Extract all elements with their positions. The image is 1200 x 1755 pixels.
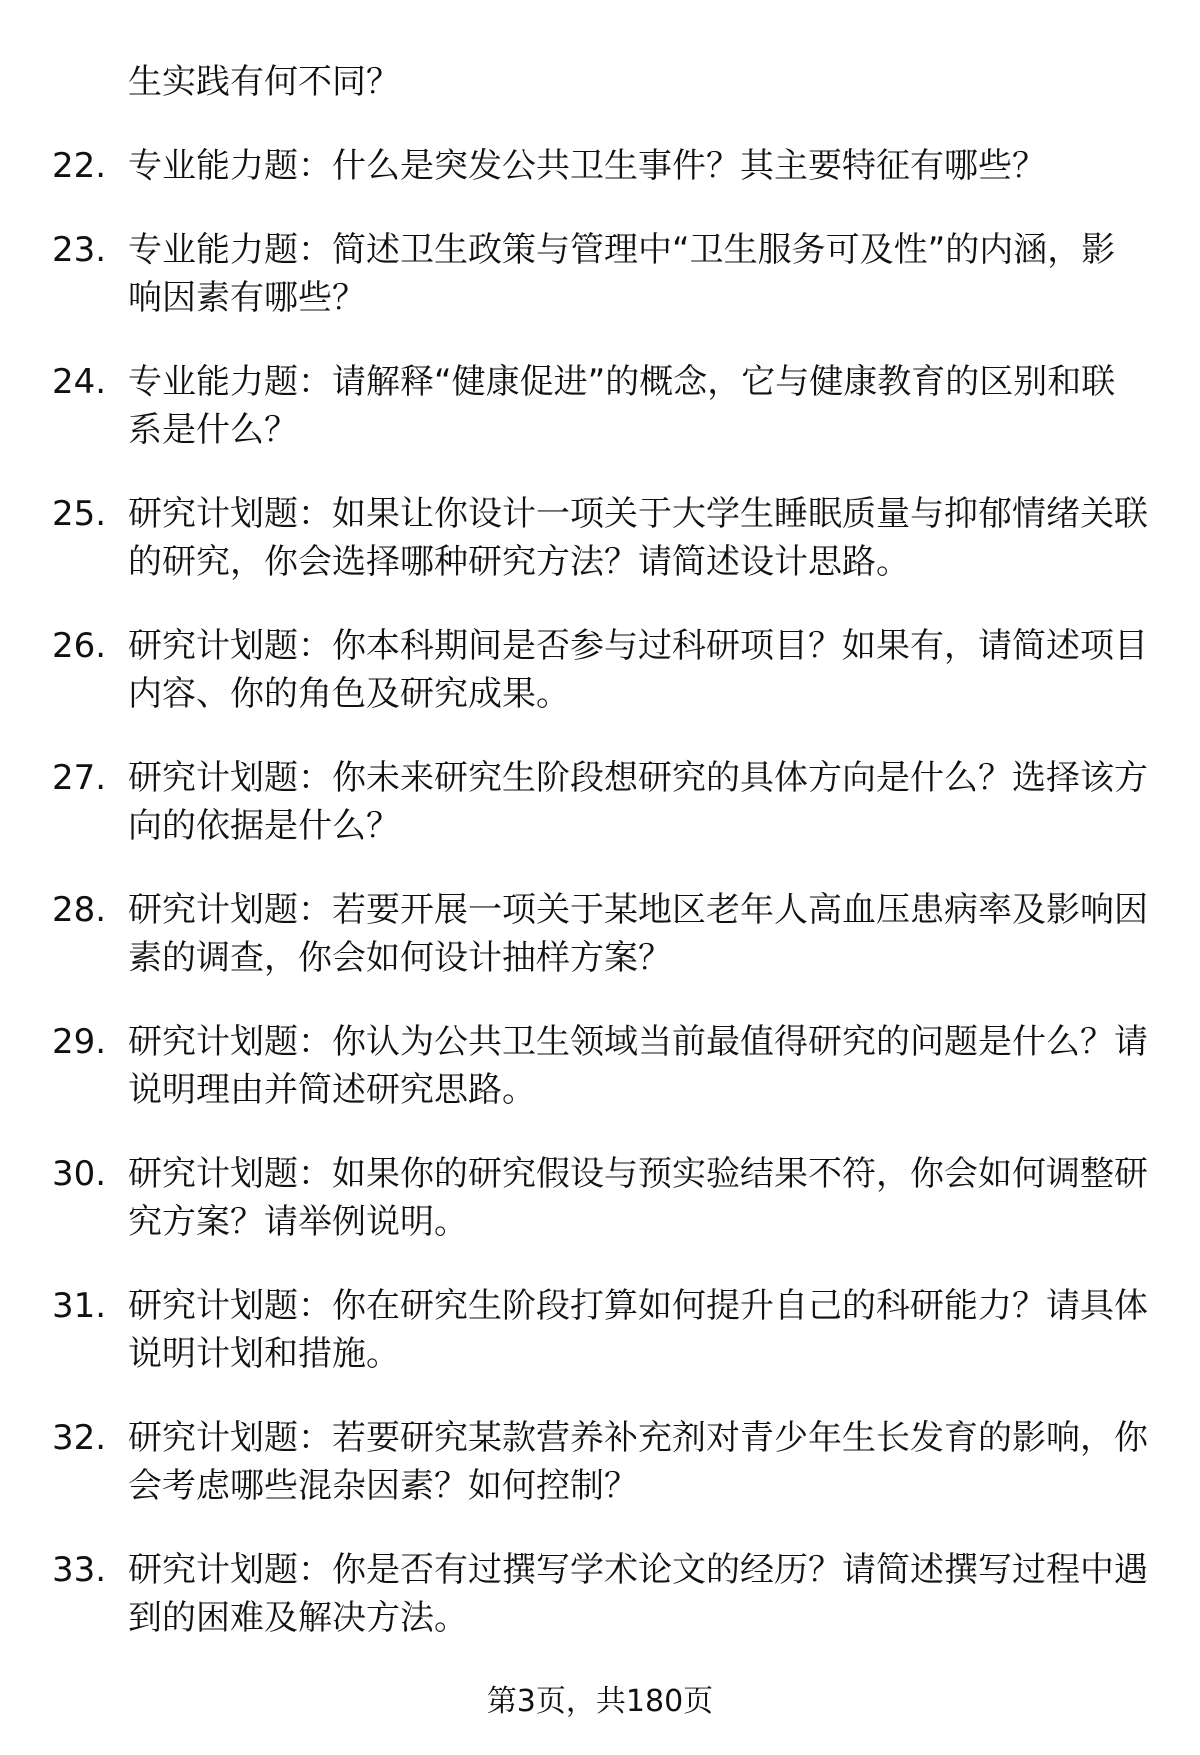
- question-number: 29.: [52, 1022, 107, 1062]
- question-number: 26.: [52, 626, 107, 666]
- question-number: 30.: [52, 1154, 107, 1194]
- page-number-footer: 第3页，共180页: [486, 1684, 714, 1719]
- list-item: [0, 622, 1200, 718]
- list-item: [0, 490, 1200, 586]
- list-item: [0, 754, 1200, 850]
- question-text: 专业能力题：简述卫生政策与管理中“卫生服务可及性”的内涵，影响因素有哪些？: [128, 230, 1116, 318]
- question-number: 23.: [52, 230, 107, 270]
- continued-question-text: 生实践有何不同？: [128, 62, 400, 102]
- list-item: [0, 886, 1200, 982]
- question-text: 专业能力题：请解释“健康促进”的概念，它与健康教育的区别和联系是什么？: [128, 362, 1116, 450]
- question-text: 研究计划题：你是否有过撰写学术论文的经历？请简述撰写过程中遇到的困难及解决方法。: [128, 1550, 1148, 1638]
- question-number: 25.: [52, 494, 107, 534]
- question-number: 31.: [52, 1286, 107, 1326]
- question-text: 研究计划题：你在研究生阶段打算如何提升自己的科研能力？请具体说明计划和措施。: [128, 1286, 1148, 1374]
- list-item: [0, 1414, 1200, 1510]
- question-text: 研究计划题：你本科期间是否参与过科研项目？如果有，请简述项目内容、你的角色及研究成果。: [128, 626, 1148, 714]
- list-item: [0, 226, 1200, 322]
- list-item: [0, 1546, 1200, 1642]
- list-item: [0, 1282, 1200, 1378]
- question-number: 24.: [52, 362, 107, 402]
- question-number: 28.: [52, 890, 107, 930]
- question-text: 研究计划题：如果让你设计一项关于大学生睡眠质量与抑郁情绪关联的研究，你会选择哪种研究方法？请简述设计思路。: [128, 494, 1148, 582]
- question-number: 32.: [52, 1418, 107, 1458]
- question-text: 研究计划题：你未来研究生阶段想研究的具体方向是什么？选择该方向的依据是什么？: [128, 758, 1148, 846]
- question-text: 研究计划题：若要开展一项关于某地区老年人高血压患病率及影响因素的调查，你会如何设计抽样方案？: [128, 890, 1148, 978]
- question-text: 研究计划题：若要研究某款营养补充剂对青少年生长发育的影响，你会考虑哪些混杂因素？如何控制？: [128, 1418, 1148, 1506]
- question-list: [0, 142, 1200, 1678]
- list-item: [0, 142, 1200, 190]
- question-text: 研究计划题：你认为公共卫生领域当前最值得研究的问题是什么？请说明理由并简述研究思路。: [128, 1022, 1148, 1110]
- list-item: [0, 1018, 1200, 1114]
- question-number: 22.: [52, 146, 107, 186]
- question-number: 33.: [52, 1550, 107, 1590]
- list-item: [0, 358, 1200, 454]
- question-number: 27.: [52, 758, 107, 798]
- question-text: 研究计划题：如果你的研究假设与预实验结果不符，你会如何调整研究方案？请举例说明。: [128, 1154, 1148, 1242]
- question-text: 专业能力题：什么是突发公共卫生事件？其主要特征有哪些？: [128, 146, 1046, 186]
- list-item: [0, 1150, 1200, 1246]
